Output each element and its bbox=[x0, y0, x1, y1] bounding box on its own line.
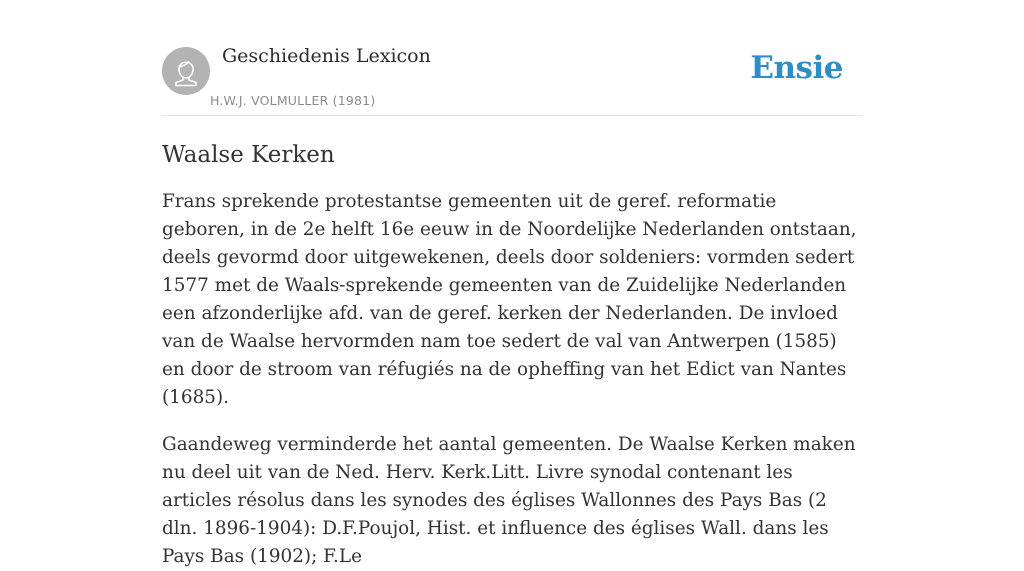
source-title[interactable]: Geschiedenis Lexicon bbox=[222, 45, 431, 67]
author-line[interactable]: H.W.J. VOLMULLER (1981) bbox=[210, 93, 376, 108]
content-container bbox=[162, 0, 862, 571]
article-paragraph: Frans sprekende protestantse gemeenten uit de geref. reformatie geboren, in de 2e helft 16e eeuw in de Noordelijke Nederlanden ontstaan, deels gevormd door uitgewekenen, deels door soldeniers: vormden sedert 1577 met de Waals-sprekende gemeenten van de Zuidelijke Nederlanden een afzonderlijke afd. van de geref. kerken der Nederlanden. De invloed van de Waalse hervormden nam toe sedert de val van Antwerpen (1585) en door de stroom van réfugiés na de opheffing van het Edict van Nantes (1685). bbox=[162, 191, 857, 408]
brand-logo[interactable]: Ensie bbox=[750, 50, 843, 86]
source-header bbox=[162, 0, 862, 116]
article-paragraph: Gaandeweg verminderde het aantal gemeenten. De Waalse Kerken maken nu deel uit van de Ned. Herv. Kerk.Litt. Livre synodal contenant les articles résolus dans les synodes des églises Wallonnes des Pays Bas (2 dln. 1896-1904): D.F.Poujol, Hist. et influence des églises Wall. dans les Pays Bas (1902); F.Le bbox=[162, 434, 856, 567]
article-title: Waalse Kerken bbox=[162, 142, 335, 168]
user-icon bbox=[162, 47, 210, 95]
author-avatar[interactable] bbox=[162, 47, 210, 95]
